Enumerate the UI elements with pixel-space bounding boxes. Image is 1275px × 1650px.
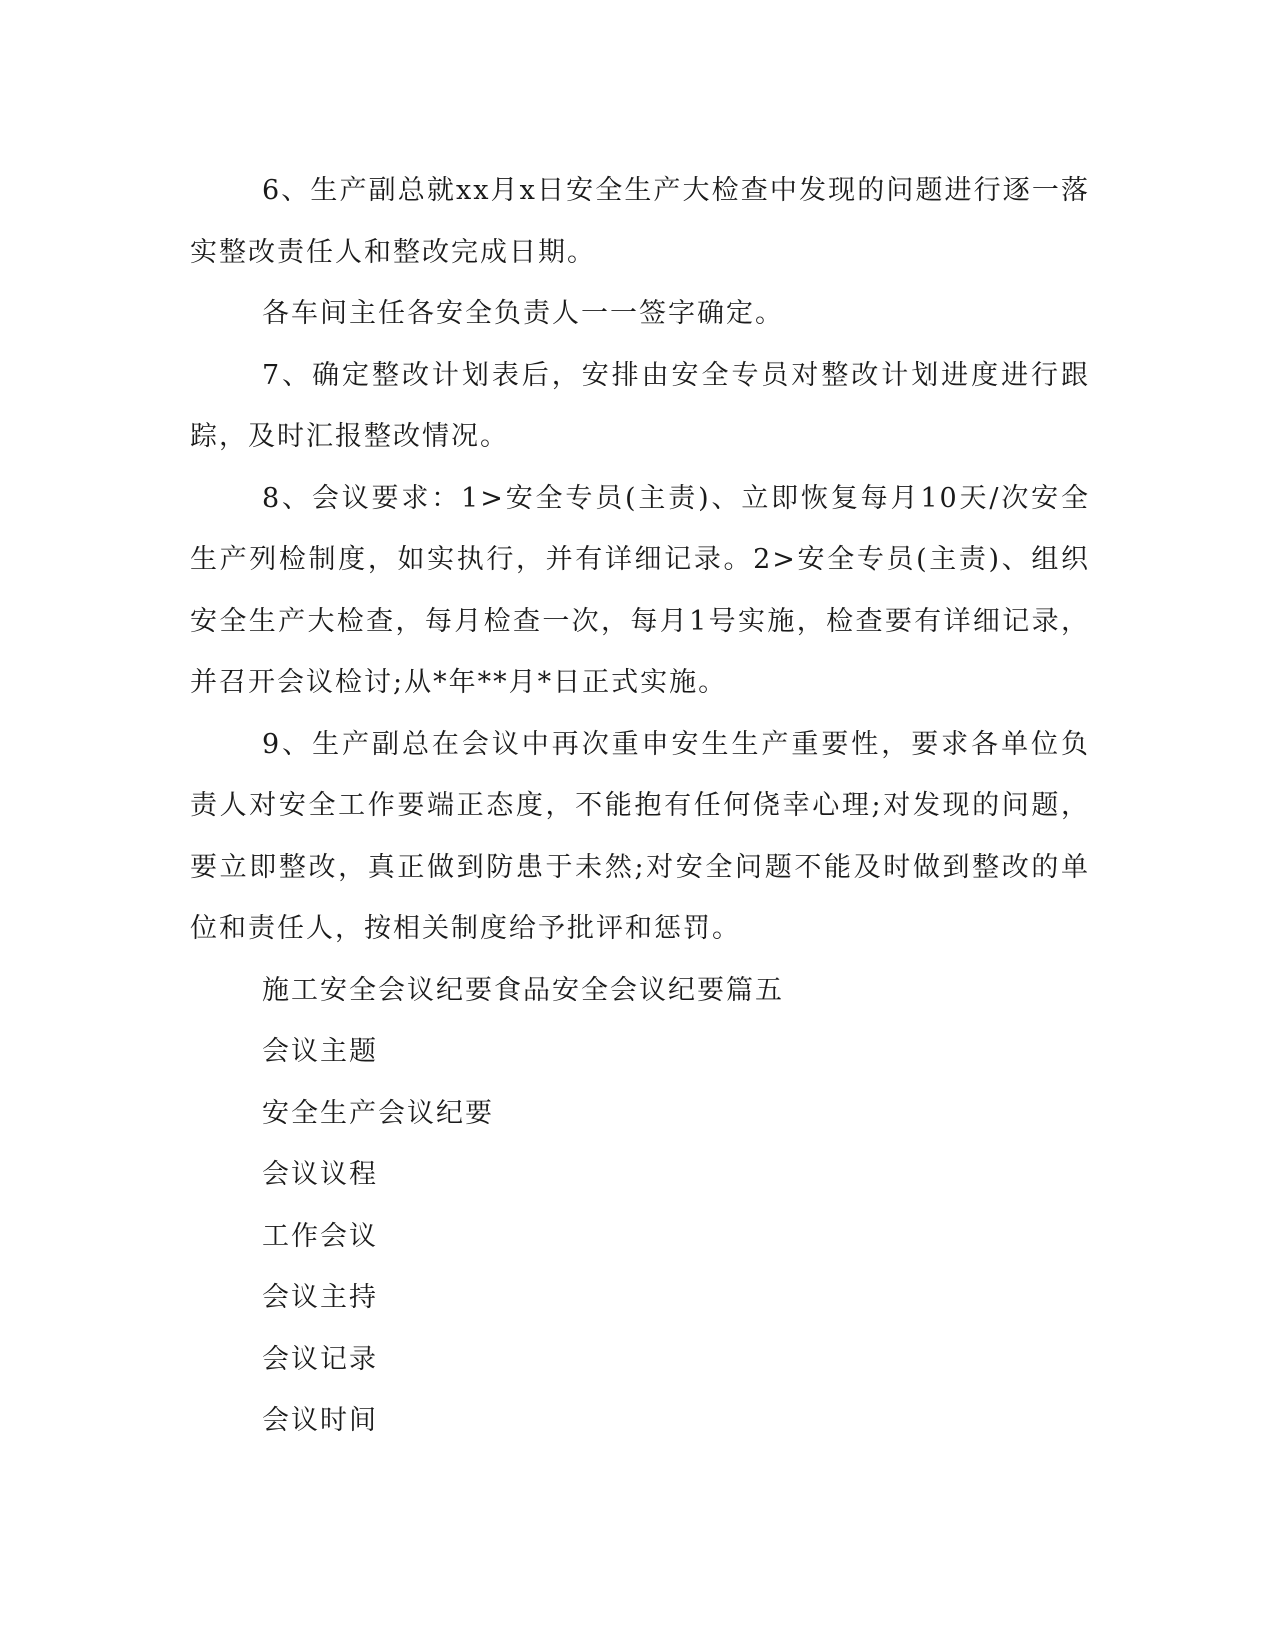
list-item: 会议时间 — [262, 1405, 378, 1436]
paragraph-9: 9、生产副总在会议中再次重申安生生产重要性，要求各单位负责人对安全工作要端正态度，不能抱有任何侥幸心理;对发现的问题，要立即整改，真正做到防患于未然;对安全问题不能及时做到整改的单位和责任人，按相关制度给予批评和惩罚。 — [190, 728, 1090, 944]
paragraph-8: 8、会议要求：1>安全专员(主责)、立即恢复每月10天/次安全生产列检制度，如实执行，并有详细记录。2>安全专员(主责)、组织安全生产大检查，每月检查一次，每月1号实施，检查要有详细记录，并召开会议检讨;从*年**月*日正式实施。 — [190, 482, 1090, 698]
list-item: 安全生产会议纪要 — [262, 1097, 494, 1129]
paragraph-6: 6、生产副总就xx月x日安全生产大检查中发现的问题进行逐一落实整改责任人和整改完成日期。 — [190, 175, 1090, 268]
paragraph-7: 7、确定整改计划表后，安排由安全专员对整改计划进度进行跟踪，及时汇报整改情况。 — [190, 359, 1090, 452]
list-item: 会议记录 — [262, 1343, 378, 1375]
list-item: 工作会议 — [262, 1220, 378, 1252]
section-title: 施工安全会议纪要食品安全会议纪要篇五 — [262, 974, 784, 1006]
list-item: 会议主题 — [262, 1036, 378, 1067]
paragraph-sign-off: 各车间主任各安全负责人一一签字确定。 — [262, 298, 784, 329]
list-item: 会议主持 — [262, 1282, 378, 1313]
list-item: 会议议程 — [262, 1159, 378, 1190]
document-page — [190, 160, 1090, 1452]
